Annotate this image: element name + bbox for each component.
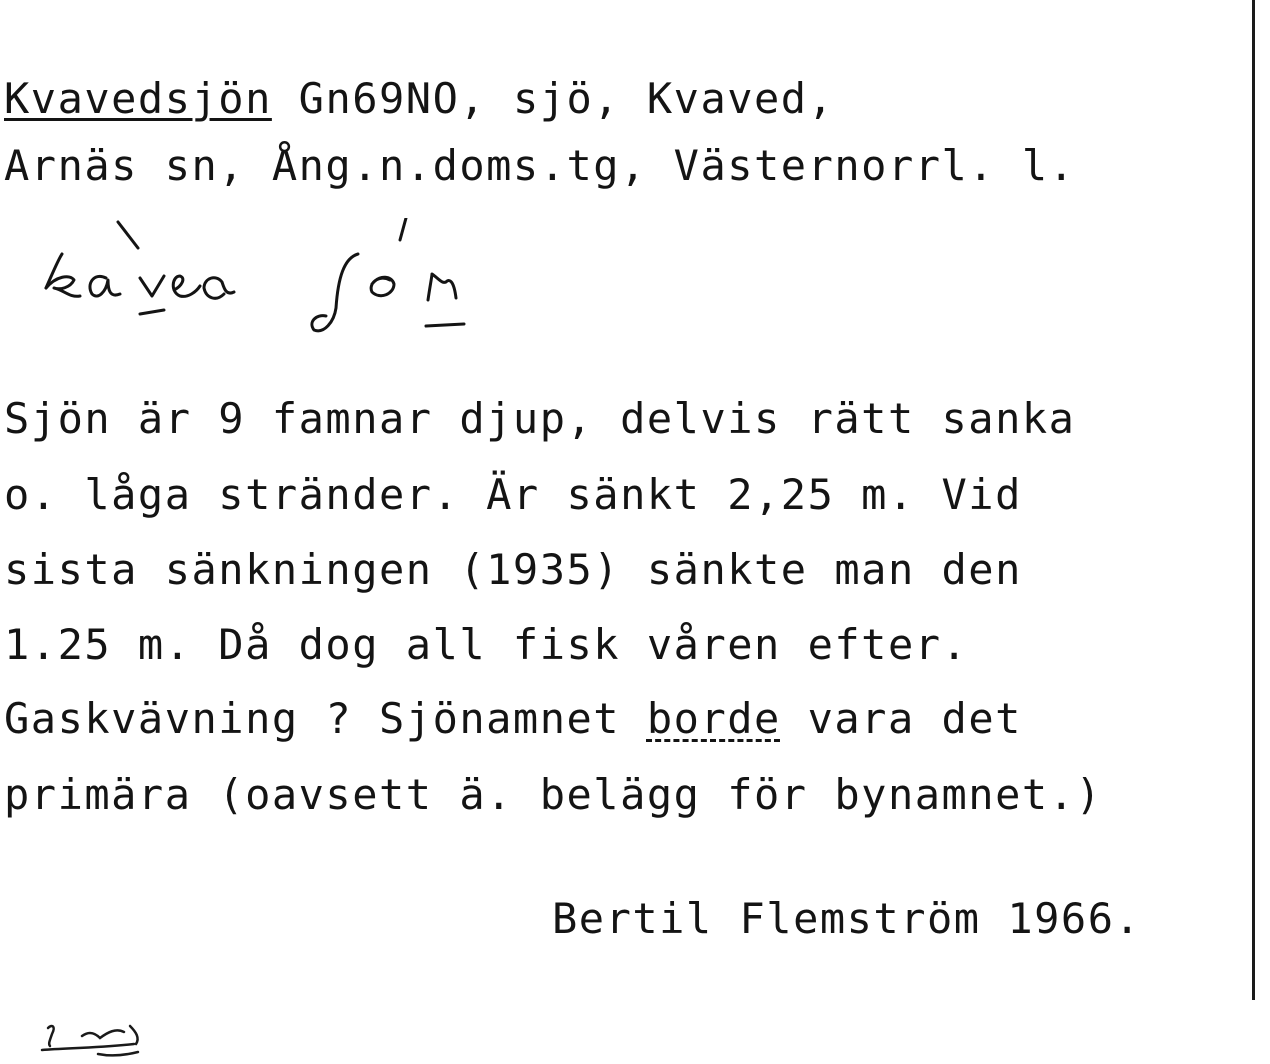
body-line-6: primära (oavsett ä. belägg för bynamnet.) — [4, 770, 1103, 819]
initials-scribble — [38, 1018, 158, 1064]
signature-line: Bertil Flemström 1966. — [552, 894, 1142, 943]
body-line-5-start: Gaskvävning ? Sjönamnet — [4, 694, 647, 743]
header-line-2: Arnäs sn, Ång.n.doms.tg, Västernorrl. l. — [4, 141, 1076, 190]
handwritten-pronunciation-drawing — [40, 218, 500, 343]
body-line-4: 1.25 m. Då dog all fisk våren efter. — [4, 620, 969, 669]
body-line-2: o. låga stränder. Är sänkt 2,25 m. Vid — [4, 470, 1022, 519]
handwritten-pronunciation — [40, 218, 500, 347]
body-line-5-end: vara det — [780, 694, 1022, 743]
body-line-3: sista sänkningen (1935) sänkte man den — [4, 545, 1022, 594]
place-name: Kvavedsjön — [4, 74, 272, 123]
card-edge-line — [1252, 0, 1255, 1000]
header-line-1 — [4, 74, 835, 123]
body-line-5 — [4, 694, 1022, 743]
body-line-1: Sjön är 9 famnar djup, delvis rätt sanka — [4, 394, 1076, 443]
initials-scribble-drawing — [38, 1018, 158, 1060]
underlined-word: borde — [646, 694, 781, 743]
header-line-1-rest: Gn69NO, sjö, Kvaved, — [271, 74, 835, 123]
